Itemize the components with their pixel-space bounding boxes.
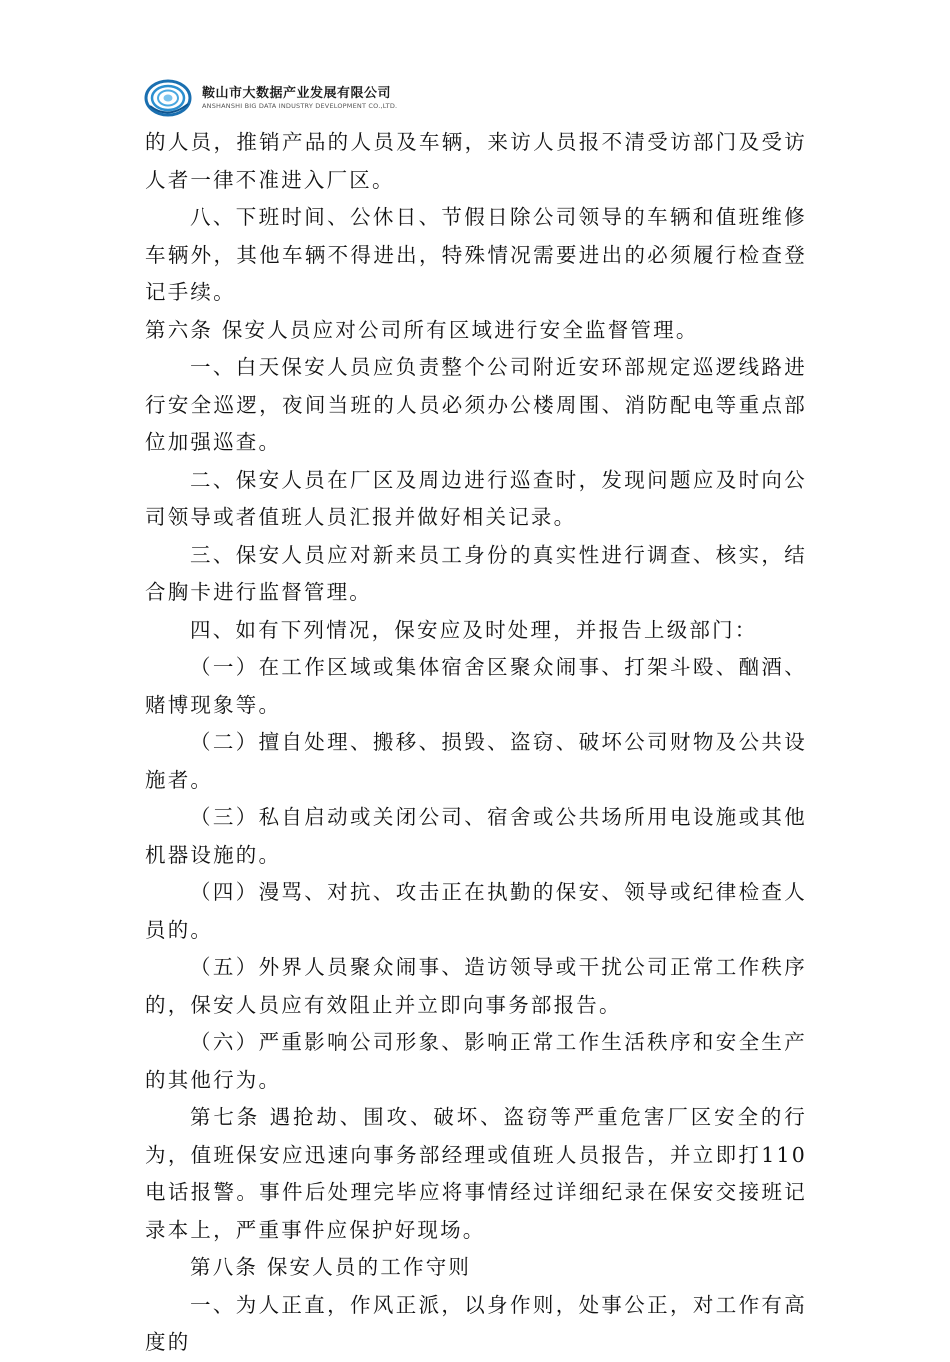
company-name-en: ANSHANSHI BIG DATA INDUSTRY DEVELOPMENT CO.,LTD. — [202, 101, 398, 110]
article-six-heading: 第六条 保安人员应对公司所有区域进行安全监督管理。 — [145, 317, 699, 342]
article-seven: 第七条 遇抢劫、围攻、破坏、盗窃等严重危害厂区安全的行为，值班保安应迅速向事务部经理或值班人员报告，并立即打110电话报警。事件后处理完毕应将事情经过详细纪录在保安交接班记录本上，严重事件应保护好现场。 — [145, 1105, 807, 1242]
sub-item-1: （一）在工作区域或集体宿舍区聚众闹事、打架斗殴、酗酒、赌博现象等。 — [145, 655, 807, 717]
paragraph-continuation: 的人员，推销产品的人员及车辆，来访人员报不清受访部门及受访人者一律不准进入厂区。 — [145, 130, 807, 192]
sub-item-6: （六）严重影响公司形象、影响正常工作生活秩序和安全生产的其他行为。 — [145, 1030, 807, 1092]
sub-item-4: （四）漫骂、对抗、攻击正在执勤的保安、领导或纪律检查人员的。 — [145, 880, 807, 942]
paragraph-item-three: 三、保安人员应对新来员工身份的真实性进行调查、核实，结合胸卡进行监督管理。 — [145, 542, 807, 604]
swirl-logo-icon — [142, 76, 198, 120]
sub-item-3: （三）私自启动或关闭公司、宿舍或公共场所用电设施或其他机器设施的。 — [145, 805, 807, 867]
sub-item-5: （五）外界人员聚众闹事、造访领导或干扰公司正常工作秩序的，保安人员应有效阻止并立即向事务部报告。 — [145, 955, 807, 1017]
company-name-block — [202, 86, 397, 111]
article-eight-heading: 第八条 保安人员的工作守则 — [190, 1255, 472, 1279]
paragraph-item-one: 一、白天保安人员应负责整个公司附近安环部规定巡逻线路进行安全巡逻，夜间当班的人员必须办公楼周围、消防配电等重点部位加强巡查。 — [145, 355, 807, 454]
sub-item-2: （二）擅自处理、搬移、损毁、盗窃、破坏公司财物及公共设施者。 — [145, 730, 807, 792]
document-header — [142, 76, 397, 120]
document-body — [145, 124, 807, 1362]
paragraph-item-eight: 八、下班时间、公休日、节假日除公司领导的车辆和值班维修车辆外，其他车辆不得进出，特殊情况需要进出的必须履行检查登记手续。 — [145, 205, 807, 304]
paragraph-rule-one: 一、为人正直，作风正派，以身作则，处事公正，对工作有高度的 — [145, 1292, 807, 1354]
paragraph-item-four: 四、如有下列情况，保安应及时处理，并报告上级部门： — [190, 617, 758, 642]
company-name-cn: 鞍山市大数据产业发展有限公司 — [202, 85, 392, 101]
paragraph-item-two: 二、保安人员在厂区及周边进行巡查时，发现问题应及时向公司领导或者值班人员汇报并做好相关记录。 — [145, 467, 807, 529]
